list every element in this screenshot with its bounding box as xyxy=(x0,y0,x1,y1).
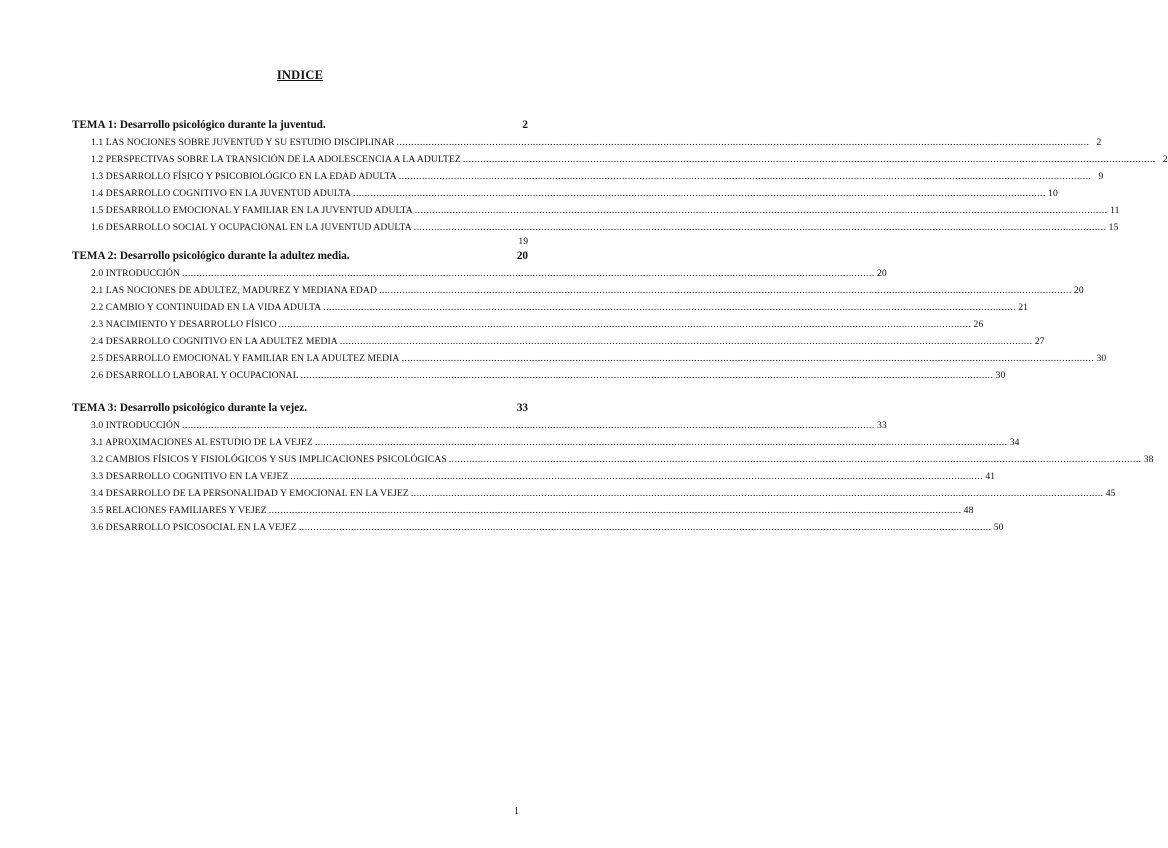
entry-page: 27 xyxy=(1034,336,1045,347)
entry-title: 2.5 DESARROLLO EMOCIONAL Y FAMILIAR EN LA ADULTEZ MEDIA xyxy=(91,353,400,364)
toc-entry[interactable] xyxy=(72,316,984,333)
entry-title: 1.1 LAS NOCIONES SOBRE JUVENTUD Y SU ESTUDIO DISCIPLINAR xyxy=(91,137,395,148)
entry-page: 20 xyxy=(876,268,887,279)
entry-page: 11 xyxy=(1110,205,1120,216)
entry-page: 10 xyxy=(1048,188,1058,199)
entry-title: 3.3 DESARROLLO COGNITIVO EN LA VEJEZ xyxy=(91,471,289,482)
entry-title: 3.1 APROXIMACIONES AL ESTUDIO DE LA VEJEZ xyxy=(91,437,313,448)
toc-entry[interactable] xyxy=(72,333,1045,350)
dot-leader xyxy=(463,151,1156,168)
toc-entry[interactable] xyxy=(72,451,1154,468)
dot-leader xyxy=(411,485,1104,502)
dot-leader xyxy=(290,468,983,485)
section-title: TEMA 1: Desarrollo psicológico durante la juventud. xyxy=(72,119,326,131)
entry-title: 1.2 PERSPECTIVAS SOBRE LA TRANSICIÓN DE LA ADOLESCENCIA A LA ADULTEZ xyxy=(91,154,461,165)
entry-title: 1.5 DESARROLLO EMOCIONAL Y FAMILIAR EN LA JUVENTUD ADULTA xyxy=(91,205,413,216)
toc-entry[interactable] xyxy=(72,299,1029,316)
dot-leader xyxy=(301,367,994,384)
entry-page: 30 xyxy=(1096,353,1107,364)
dot-leader xyxy=(397,134,1090,151)
toc-entry[interactable] xyxy=(72,367,1006,384)
entry-page: 15 xyxy=(1108,222,1119,233)
entry-title: 3.6 DESARROLLO PSICOSOCIAL EN LA VEJEZ xyxy=(91,522,297,533)
toc-entry[interactable] xyxy=(72,350,1107,367)
entry-page: 9 xyxy=(1098,171,1104,182)
toc-entry[interactable] xyxy=(72,519,1004,536)
dot-leader xyxy=(353,185,1046,202)
toc-section-heading[interactable] xyxy=(72,248,528,265)
entry-page: 38 xyxy=(1143,454,1154,465)
dot-leader xyxy=(449,451,1142,468)
toc-entry[interactable] xyxy=(72,417,887,434)
entry-title: 2.6 DESARROLLO LABORAL Y OCUPACIONAL xyxy=(91,370,299,381)
entry-title: 2.0 INTRODUCCIÓN xyxy=(91,268,181,279)
toc-entry[interactable] xyxy=(72,485,1116,502)
dot-leader xyxy=(402,350,1095,367)
entry-page: 50 xyxy=(993,522,1004,533)
entry-page: 26 xyxy=(973,319,984,330)
entry-page: 2 xyxy=(1162,154,1168,165)
toc-entry[interactable] xyxy=(72,265,887,282)
page-number: 1 xyxy=(514,806,519,817)
table-of-contents xyxy=(72,117,1168,536)
toc-entry[interactable] xyxy=(72,434,1020,451)
entry-page: 45 xyxy=(1105,488,1116,499)
entry-title: 2.1 LAS NOCIONES DE ADULTEZ, MADUREZ Y MEDIANA EDAD xyxy=(91,285,377,296)
entry-page: 48 xyxy=(963,505,974,516)
entry-title: 3.5 RELACIONES FAMILIARES Y VEJEZ xyxy=(91,505,267,516)
toc-entry[interactable] xyxy=(72,168,1104,185)
toc-entry[interactable] xyxy=(72,185,1058,202)
toc-section-heading[interactable] xyxy=(72,117,528,134)
dot-leader xyxy=(269,502,962,519)
entry-page: 33 xyxy=(876,420,887,431)
entry-title: 2.4 DESARROLLO COGNITIVO EN LA ADULTEZ MEDIA xyxy=(91,336,338,347)
toc-entry[interactable] xyxy=(72,134,1102,151)
entry-title: 1.4 DESARROLLO COGNITIVO EN LA JUVENTUD ADULTA xyxy=(91,188,352,199)
entry-page: 21 xyxy=(1018,302,1029,313)
dot-leader xyxy=(340,333,1033,350)
dot-leader xyxy=(379,282,1072,299)
entry-page: 30 xyxy=(995,370,1006,381)
toc-entry[interactable] xyxy=(72,282,1084,299)
dot-leader xyxy=(279,316,972,333)
toc-section-heading[interactable] xyxy=(72,400,528,417)
section-page: 33 xyxy=(516,402,528,414)
dot-leader xyxy=(415,202,1108,219)
entry-title: 3.2 CAMBIOS FÍSICOS Y FISIOLÓGICOS Y SUS IMPLICACIONES PSICOLÓGICAS xyxy=(91,454,447,465)
entry-page: 20 xyxy=(1073,285,1084,296)
dot-leader xyxy=(323,299,1016,316)
toc-entry[interactable] xyxy=(72,502,974,519)
dot-leader xyxy=(182,417,875,434)
toc-entry[interactable] xyxy=(72,219,1119,236)
entry-title: 3.0 INTRODUCCIÓN xyxy=(91,420,181,431)
entry-title: 1.6 DESARROLLO SOCIAL Y OCUPACIONAL EN LA JUVENTUD ADULTA xyxy=(91,222,412,233)
page-title: INDICE xyxy=(276,68,324,82)
entry-page: 41 xyxy=(985,471,996,482)
section-page: 20 xyxy=(516,250,528,262)
entry-title: 1.3 DESARROLLO FÍSICO Y PSICOBIOLÓGICO EN LA EDAD ADULTA xyxy=(91,171,397,182)
entry-title: 2.2 CAMBIO Y CONTINUIDAD EN LA VIDA ADULTA xyxy=(91,302,322,313)
toc-entry[interactable] xyxy=(72,202,1120,219)
section-title: TEMA 3: Desarrollo psicológico durante la vejez. xyxy=(72,402,308,414)
dot-leader xyxy=(299,519,992,536)
dot-leader xyxy=(315,434,1008,451)
section-title: TEMA 2: Desarrollo psicológico durante la adultez media. xyxy=(72,250,350,262)
entry-page: 2 xyxy=(1096,137,1102,148)
dot-leader xyxy=(414,219,1107,236)
entry-page: 34 xyxy=(1009,437,1020,448)
toc-entry[interactable] xyxy=(72,151,1168,168)
toc-entry[interactable] xyxy=(72,468,996,485)
dot-leader xyxy=(399,168,1092,185)
entry-title: 2.3 NACIMIENTO Y DESARROLLO FÍSICO xyxy=(91,319,277,330)
dot-leader xyxy=(182,265,875,282)
stray-page-number: 19 xyxy=(518,236,528,247)
section-page: 2 xyxy=(522,119,528,131)
entry-title: 3.4 DESARROLLO DE LA PERSONALIDAD Y EMOCIONAL EN LA VEJEZ xyxy=(91,488,409,499)
section-spacer xyxy=(72,384,528,400)
